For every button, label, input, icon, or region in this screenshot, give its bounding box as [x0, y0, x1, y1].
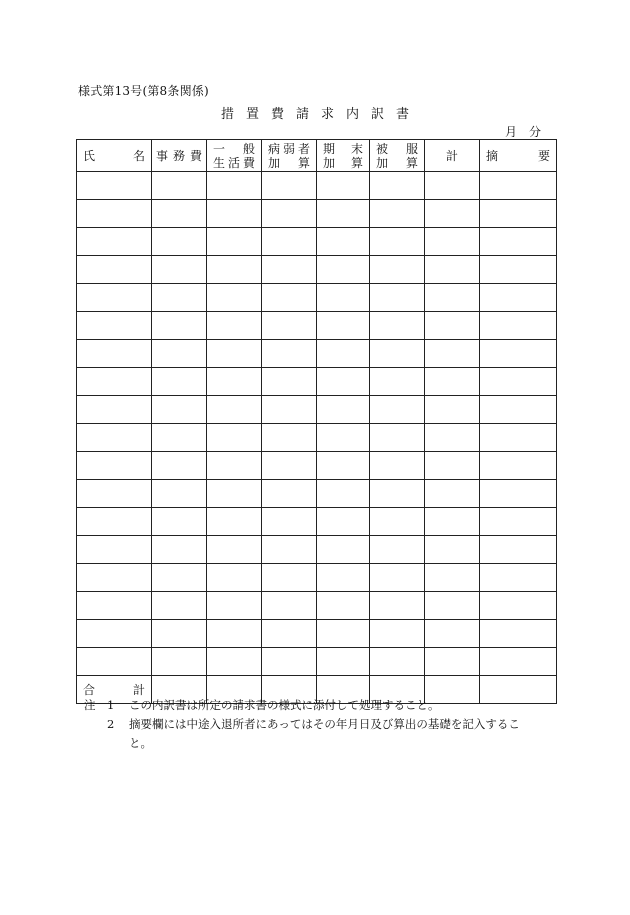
table-cell[interactable]: [317, 536, 370, 564]
table-cell[interactable]: [425, 592, 480, 620]
table-cell[interactable]: [480, 340, 557, 368]
table-cell[interactable]: [480, 536, 557, 564]
table-cell[interactable]: [262, 396, 317, 424]
table-cell[interactable]: [317, 480, 370, 508]
table-cell[interactable]: [480, 172, 557, 200]
table-cell[interactable]: [317, 256, 370, 284]
table-cell[interactable]: [425, 480, 480, 508]
table-cell[interactable]: [152, 312, 207, 340]
table-cell[interactable]: [152, 424, 207, 452]
table-cell[interactable]: [480, 620, 557, 648]
table-cell[interactable]: [152, 592, 207, 620]
expense-breakdown-table: [76, 139, 557, 704]
table-cell[interactable]: [207, 312, 262, 340]
header-remarks: 摘 要: [480, 140, 557, 172]
table-cell[interactable]: [317, 228, 370, 256]
header-clothing-addition: 被 服 加 算: [370, 140, 425, 172]
table-cell[interactable]: [207, 284, 262, 312]
header-row: [77, 140, 557, 172]
notes: [84, 696, 564, 753]
table-cell[interactable]: [77, 592, 152, 620]
table-row: [77, 312, 557, 340]
table-cell[interactable]: [317, 312, 370, 340]
table-cell[interactable]: [480, 368, 557, 396]
table-cell[interactable]: [425, 396, 480, 424]
table-cell[interactable]: [152, 172, 207, 200]
table-cell[interactable]: [480, 480, 557, 508]
table-row: [77, 256, 557, 284]
table-cell[interactable]: [370, 508, 425, 536]
note-number: 2: [107, 717, 115, 731]
table-cell[interactable]: [207, 592, 262, 620]
table-cell[interactable]: [480, 312, 557, 340]
header-office-expense: 事 務 費: [152, 140, 207, 172]
table-cell[interactable]: [370, 340, 425, 368]
table-row: [77, 368, 557, 396]
table-cell[interactable]: [262, 172, 317, 200]
table-cell[interactable]: [77, 648, 152, 676]
table-cell[interactable]: [77, 172, 152, 200]
table-cell[interactable]: [207, 200, 262, 228]
table-cell[interactable]: [370, 564, 425, 592]
table-cell[interactable]: [207, 340, 262, 368]
table-cell[interactable]: [425, 312, 480, 340]
table-cell[interactable]: [480, 648, 557, 676]
table-cell[interactable]: [317, 564, 370, 592]
note-2: [84, 715, 564, 734]
form-id: 様式第13号(第8条関係): [78, 84, 209, 98]
table-cell[interactable]: [425, 508, 480, 536]
table-row: [77, 480, 557, 508]
header-sick-addition: 病 弱 者 加 算: [262, 140, 317, 172]
table-cell[interactable]: [317, 368, 370, 396]
table-cell[interactable]: [152, 368, 207, 396]
table-cell[interactable]: [262, 620, 317, 648]
table-cell[interactable]: [207, 172, 262, 200]
table-cell[interactable]: [425, 648, 480, 676]
table-row: [77, 620, 557, 648]
table-cell[interactable]: [317, 284, 370, 312]
table-cell[interactable]: [77, 564, 152, 592]
table-row: [77, 536, 557, 564]
table-cell[interactable]: [262, 648, 317, 676]
note-number: 1: [107, 698, 115, 712]
table-cell[interactable]: [152, 480, 207, 508]
table-cell[interactable]: [370, 536, 425, 564]
table-row: [77, 228, 557, 256]
table-row: [77, 340, 557, 368]
table-row: [77, 508, 557, 536]
table-cell[interactable]: [152, 396, 207, 424]
table-cell[interactable]: [425, 368, 480, 396]
table-cell[interactable]: [425, 340, 480, 368]
table-cell[interactable]: [317, 508, 370, 536]
table-cell[interactable]: [317, 648, 370, 676]
table-cell[interactable]: [207, 256, 262, 284]
table-cell[interactable]: [77, 536, 152, 564]
table-cell[interactable]: [152, 536, 207, 564]
table-cell[interactable]: [207, 480, 262, 508]
table-cell[interactable]: [370, 396, 425, 424]
table-cell[interactable]: [370, 200, 425, 228]
note-1: [84, 696, 564, 715]
table-cell[interactable]: [480, 508, 557, 536]
table-cell[interactable]: [370, 228, 425, 256]
table-cell[interactable]: [370, 424, 425, 452]
table-cell[interactable]: [262, 200, 317, 228]
table-cell[interactable]: [77, 368, 152, 396]
table-cell[interactable]: [262, 564, 317, 592]
table-cell[interactable]: [77, 312, 152, 340]
table-cell[interactable]: [262, 480, 317, 508]
table-cell[interactable]: [370, 284, 425, 312]
table-cell[interactable]: [425, 284, 480, 312]
table-cell[interactable]: [152, 228, 207, 256]
table-cell[interactable]: [152, 284, 207, 312]
table-cell[interactable]: [370, 620, 425, 648]
table-cell[interactable]: [152, 564, 207, 592]
table-cell[interactable]: [77, 284, 152, 312]
table-cell[interactable]: [480, 592, 557, 620]
table-cell[interactable]: [262, 312, 317, 340]
table-row: [77, 592, 557, 620]
table-cell[interactable]: [370, 312, 425, 340]
note-text: 摘要欄には中途入退所者にあってはその年月日及び算出の基礎を記入するこ: [129, 717, 520, 731]
table-cell[interactable]: [152, 620, 207, 648]
header-term-end-addition: 期 末 加 算: [317, 140, 370, 172]
note-mark: 注: [84, 698, 96, 712]
table-cell[interactable]: [207, 620, 262, 648]
table-cell[interactable]: [480, 284, 557, 312]
header-general-living: 一 般 生 活 費: [207, 140, 262, 172]
table-cell[interactable]: [152, 648, 207, 676]
table-cell[interactable]: [262, 284, 317, 312]
table-cell[interactable]: [425, 200, 480, 228]
table-cell[interactable]: [425, 256, 480, 284]
table-row: [77, 452, 557, 480]
month-label: 月分: [505, 125, 554, 139]
table-cell[interactable]: [207, 564, 262, 592]
table-cell[interactable]: [207, 648, 262, 676]
table-cell[interactable]: [425, 564, 480, 592]
table-cell[interactable]: [262, 592, 317, 620]
table-row: [77, 284, 557, 312]
table-cell[interactable]: [317, 340, 370, 368]
table-cell[interactable]: [207, 424, 262, 452]
table-cell[interactable]: [207, 508, 262, 536]
table-cell[interactable]: [480, 228, 557, 256]
table-cell[interactable]: [77, 620, 152, 648]
table-row: [77, 396, 557, 424]
table-cell[interactable]: [152, 200, 207, 228]
table-cell[interactable]: [425, 424, 480, 452]
table-cell[interactable]: [77, 424, 152, 452]
table-cell[interactable]: [77, 480, 152, 508]
table-cell[interactable]: [152, 256, 207, 284]
table-cell[interactable]: [480, 452, 557, 480]
table-cell[interactable]: [152, 452, 207, 480]
header-total: 計: [425, 140, 480, 172]
table-cell[interactable]: [262, 424, 317, 452]
table-cell[interactable]: [370, 592, 425, 620]
table-row: [77, 424, 557, 452]
table-cell[interactable]: [425, 172, 480, 200]
table-cell[interactable]: [207, 368, 262, 396]
table-cell[interactable]: [317, 452, 370, 480]
table-cell[interactable]: [77, 228, 152, 256]
table-cell[interactable]: [77, 340, 152, 368]
table-cell[interactable]: [207, 396, 262, 424]
table-cell[interactable]: [262, 536, 317, 564]
table-cell[interactable]: [370, 480, 425, 508]
table-cell[interactable]: [77, 200, 152, 228]
table-cell[interactable]: [425, 452, 480, 480]
table-cell[interactable]: [370, 648, 425, 676]
table-cell[interactable]: [317, 200, 370, 228]
total-label: 合 計: [77, 676, 152, 704]
table-row: [77, 200, 557, 228]
table-cell[interactable]: [207, 228, 262, 256]
page-title: 措置費請求内訳書: [220, 107, 421, 122]
table-cell[interactable]: [262, 452, 317, 480]
table-cell[interactable]: [480, 256, 557, 284]
table-cell[interactable]: [317, 620, 370, 648]
table-cell[interactable]: [262, 228, 317, 256]
table-cell[interactable]: [262, 340, 317, 368]
table-cell[interactable]: [152, 340, 207, 368]
table-cell[interactable]: [262, 368, 317, 396]
table-cell[interactable]: [370, 172, 425, 200]
table-cell[interactable]: [207, 536, 262, 564]
table-row: [77, 564, 557, 592]
table-cell[interactable]: [370, 256, 425, 284]
note-text: この内訳書は所定の請求書の様式に添付して処理すること。: [129, 698, 440, 712]
table-row: [77, 648, 557, 676]
table-cell[interactable]: [152, 508, 207, 536]
header-name: 氏 名: [77, 140, 152, 172]
table-cell[interactable]: [480, 396, 557, 424]
table-cell[interactable]: [370, 368, 425, 396]
table-cell[interactable]: [317, 424, 370, 452]
table-cell[interactable]: [77, 396, 152, 424]
table-cell[interactable]: [77, 452, 152, 480]
table-cell[interactable]: [262, 256, 317, 284]
note-2-continuation: と。: [129, 736, 152, 750]
table-cell[interactable]: [370, 452, 425, 480]
table-cell[interactable]: [317, 172, 370, 200]
table-cell[interactable]: [480, 564, 557, 592]
table-cell[interactable]: [317, 396, 370, 424]
table-cell[interactable]: [425, 228, 480, 256]
table-cell[interactable]: [262, 508, 317, 536]
table-cell[interactable]: [480, 424, 557, 452]
table-cell[interactable]: [480, 200, 557, 228]
table-row: [77, 172, 557, 200]
table-cell[interactable]: [77, 256, 152, 284]
table-cell[interactable]: [425, 536, 480, 564]
table-cell[interactable]: [317, 592, 370, 620]
table-cell[interactable]: [207, 452, 262, 480]
table-cell[interactable]: [425, 620, 480, 648]
table-cell[interactable]: [77, 508, 152, 536]
